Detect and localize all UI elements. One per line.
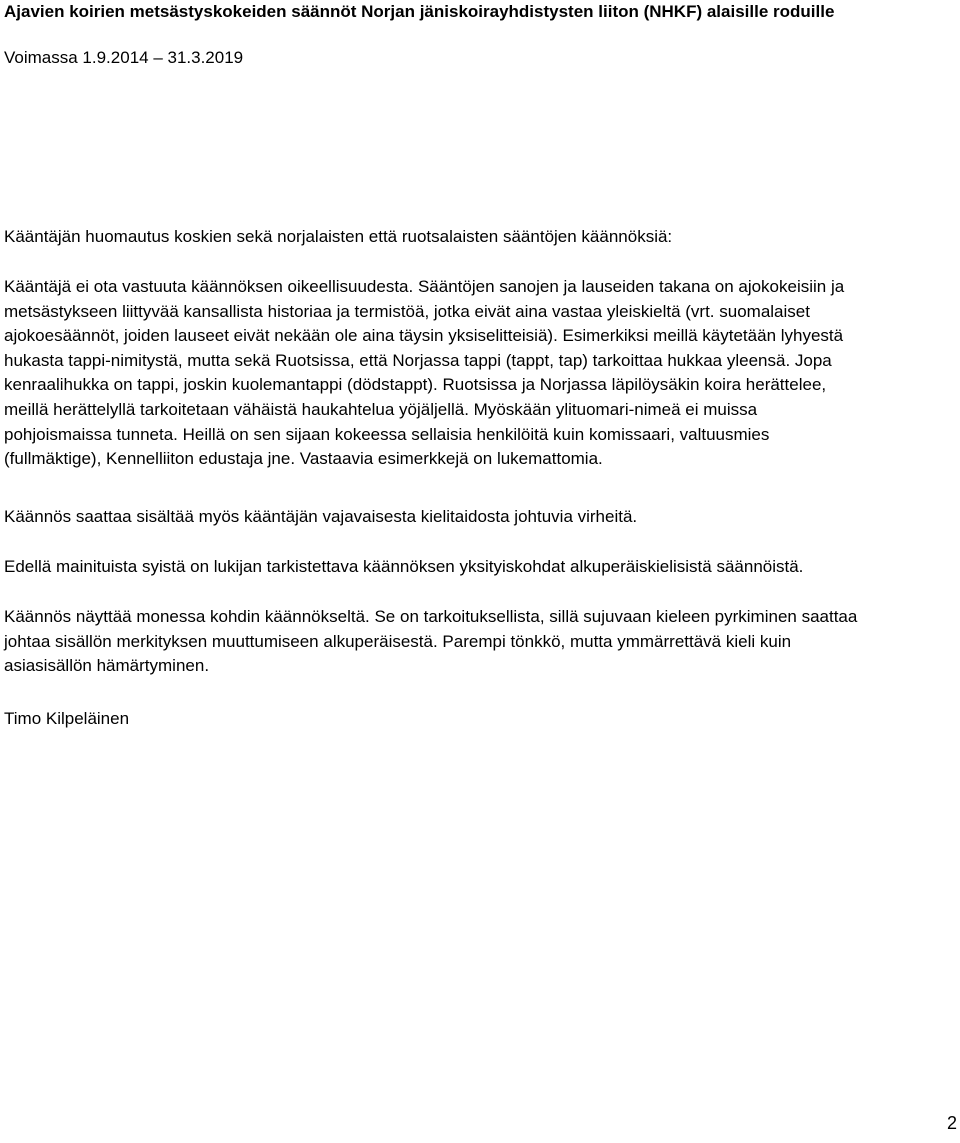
paragraph-line: Käännös näyttää monessa kohdin käännökseltä. Se on tarkoituksellista, sillä sujuvaan kieleen pyrkiminen saattaa (4, 607, 858, 626)
disclaimer-paragraph (4, 275, 960, 472)
paragraph-line: Edellä mainituista syistä on lukijan tarkistettava käännöksen yksityiskohdat alkuperäiskielisistä säännöistä. (4, 557, 804, 576)
page-number: 2 (946, 1113, 957, 1133)
document-title: Ajavien koirien metsästyskokeiden säännöt Norjan jäniskoirayhdistysten liiton (NHKF) alaisille roduille (4, 2, 835, 21)
translator-signature: Timo Kilpeläinen (4, 709, 130, 728)
literal-translation-paragraph (4, 605, 960, 679)
paragraph-line: meillä herättelyllä tarkoitetaan vähäistä haukahtelua yöjäljellä. Myöskään ylituomari-nimeä ei muissa (4, 399, 758, 419)
paragraph-line: asiasisällön hämärtyminen. (4, 656, 210, 676)
validity-period: Voimassa 1.9.2014 – 31.3.2019 (4, 48, 244, 67)
translator-note-heading: Kääntäjän huomautus koskien sekä norjalaisten että ruotsalaisten sääntöjen käännöksiä: (4, 227, 673, 246)
paragraph-line: kenraalihukka on tappi, joskin kuolemantappi (dödstappt). Ruotsissa ja Norjassa läpilöysäkin koira herättelee, (4, 375, 827, 395)
verify-originals-paragraph (4, 555, 960, 580)
paragraph-line: hukasta tappi-nimitystä, mutta sekä Ruotsissa, että Norjassa tappi (tappt, tap) tarkoittaa hukkaa yleensä. Jopa (4, 350, 832, 370)
paragraph-line: ajokoesäännöt, joiden lauseet eivät nekään ole aina täysin yksiselitteisiä). Esimerkiksi meillä käytetään lyhyestä (4, 326, 844, 346)
paragraph-line: pohjoismaissa tunneta. Heillä on sen sijaan kokeessa sellaisia henkilöitä kuin komissaari, valtuusmies (4, 424, 770, 444)
language-errors-paragraph (4, 505, 960, 530)
paragraph-line: (fullmäktige), Kennelliiton edustaja jne. Vastaavia esimerkkejä on lukemattomia. (4, 449, 603, 469)
paragraph-line: Kääntäjä ei ota vastuuta käännöksen oikeellisuudesta. Sääntöjen sanojen ja lauseiden takana on ajokokeisiin ja (4, 277, 845, 296)
paragraph-line: Käännös saattaa sisältää myös kääntäjän vajavaisesta kielitaidosta johtuvia virheitä. (4, 507, 638, 526)
paragraph-line: johtaa sisällön merkityksen muuttumiseen alkuperäisestä. Parempi tönkkö, mutta ymmärrettävä kieli kuin (4, 631, 792, 651)
paragraph-line: metsästykseen liittyvää kansallista historiaa ja termistöä, jotka eivät aina vastaa yleiskieltä (vrt. suomalaiset (4, 301, 810, 321)
